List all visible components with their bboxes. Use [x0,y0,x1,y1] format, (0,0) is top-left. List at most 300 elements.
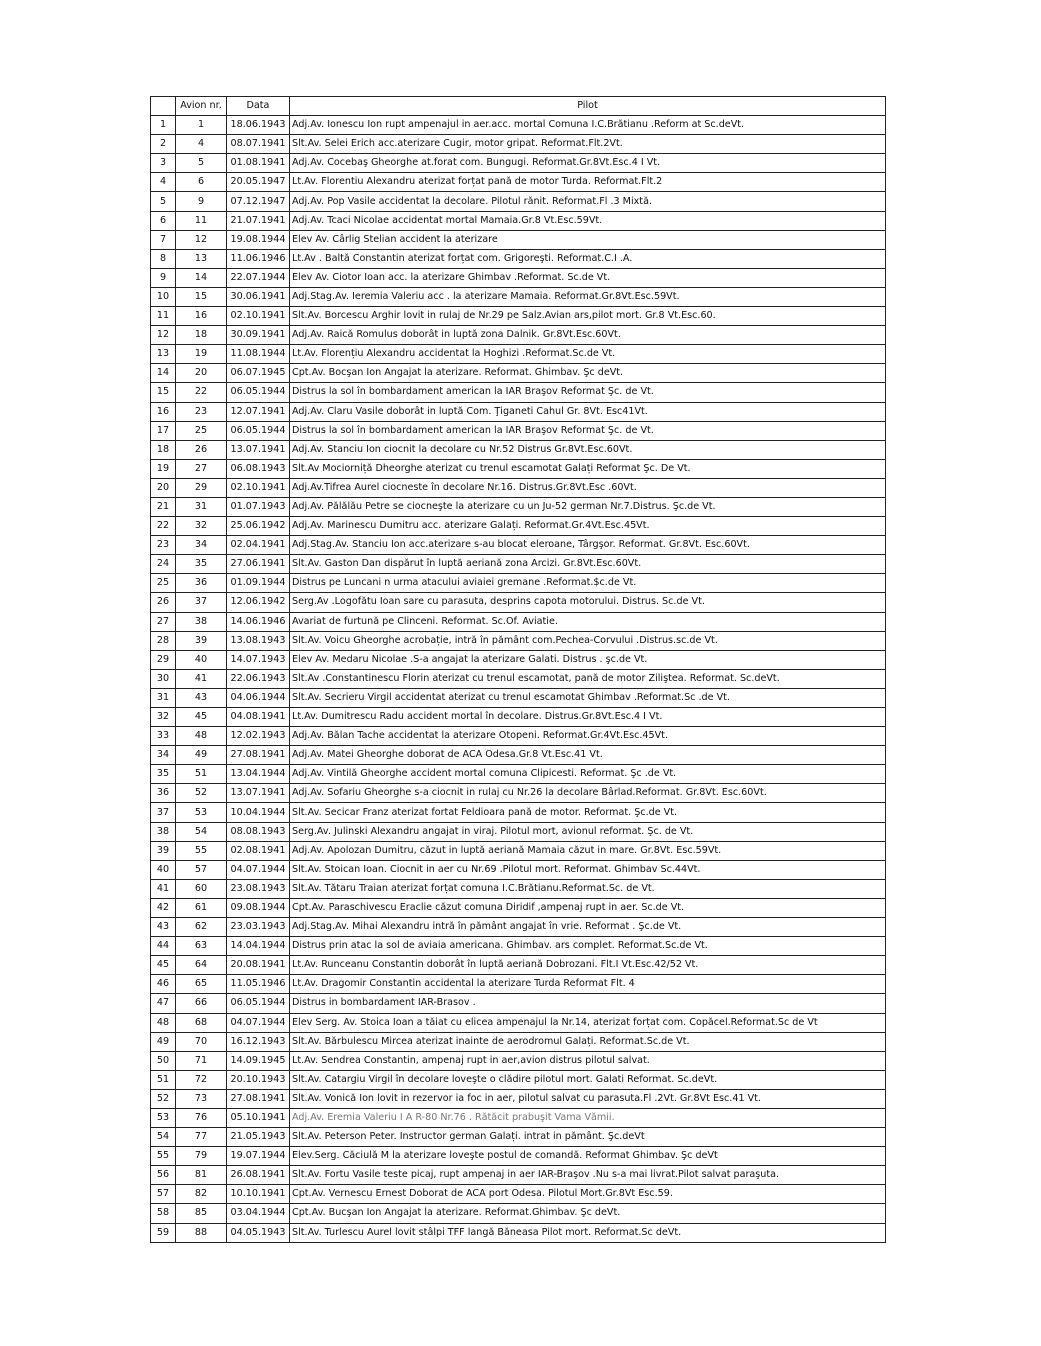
row-date: 10.10.1941 [227,1185,290,1204]
row-pilot: Adj.Av. Tcaci Nicolae accidentat mortal Mamaia.Gr.8 Vt.Esc.59Vt. [290,211,886,230]
table-row [151,1051,886,1070]
table-row [151,574,886,593]
row-pilot: Slt.Av. Tătaru Traian aterizat forțat comuna I.C.Brătianu.Reformat.Sc. de Vt. [290,879,886,898]
row-date: 22.06.1943 [227,669,290,688]
row-pilot: Slt.Av. Fortu Vasile teste picaj, rupt ampenaj in aer IAR-Braşov .Nu s-a mai livrat.Pilot salvat paraşuta. [290,1166,886,1185]
row-pilot: Slt.Av. Bărbulescu Mircea aterizat inainte de aerodromul Galați. Reformat.Sc.de Vt. [290,1032,886,1051]
row-avion: 5 [176,154,227,173]
row-avion: 1 [176,116,227,135]
row-pilot: Slt.Av. Gaston Dan dispărut în luptă aeriană zona Arcizi. Gr.8Vt.Esc.60Vt. [290,555,886,574]
row-date: 13.07.1941 [227,440,290,459]
table-row [151,135,886,154]
row-index: 46 [151,975,176,994]
table-row [151,803,886,822]
row-avion: 15 [176,287,227,306]
row-date: 06.07.1945 [227,364,290,383]
row-index: 51 [151,1070,176,1089]
row-pilot: Slt.Av .Constantinescu Florin aterizat cu trenul escamotat, pană de motor Ziliştea. Reformat. Sc.deVt. [290,669,886,688]
row-pilot: Adj.Av. Matei Gheorghe doborat de ACA Odesa.Gr.8 Vt.Esc.41 Vt. [290,746,886,765]
table-row [151,593,886,612]
table-row [151,1166,886,1185]
row-pilot: Slt.Av. Selei Erich acc.aterizare Cugir, motor gripat. Reformat.Flt.2Vt. [290,135,886,154]
header-avion: Avion nr. [176,97,227,116]
table-row [151,746,886,765]
row-avion: 16 [176,307,227,326]
row-index: 40 [151,860,176,879]
row-index: 36 [151,784,176,803]
row-pilot: Adj.Stag.Av. Mihai Alexandru intră în pământ angajat în vrie. Reformat . Şc.de Vt. [290,918,886,937]
row-avion: 85 [176,1204,227,1223]
row-pilot: Adj.Av. Sofariu Gheorghe s-a ciocnit in rulaj cu Nr.26 la decolare Bârlad.Reformat. Gr.8Vt. Esc.60Vt. [290,784,886,803]
table-row [151,918,886,937]
table-row [151,727,886,746]
row-pilot: Serg.Av. Julinski Alexandru angajat in viraj. Pilotul mort, avionul reformat. Şc. de Vt. [290,822,886,841]
row-avion: 45 [176,708,227,727]
row-index: 34 [151,746,176,765]
row-pilot: Adj.Av. Pop Vasile accidentat la decolare. Pilotul rănit. Reformat.Fl .3 Mixtă. [290,192,886,211]
table-row [151,1204,886,1223]
row-avion: 81 [176,1166,227,1185]
row-pilot: Elev Av. Ciotor Ioan acc. la aterizare Ghimbav .Reformat. Sc.de Vt. [290,268,886,287]
row-date: 01.07.1943 [227,497,290,516]
row-index: 38 [151,822,176,841]
row-index: 10 [151,287,176,306]
row-pilot: Adj.Av. Raică Romulus doborât in luptă zona Dalnik. Gr.8Vt.Esc.60Vt. [290,326,886,345]
table-row [151,536,886,555]
row-index: 43 [151,918,176,937]
header-pilot: Pilot [290,97,886,116]
row-date: 11.05.1946 [227,975,290,994]
row-index: 59 [151,1223,176,1242]
row-avion: 77 [176,1128,227,1147]
row-pilot: Slt.Av. Peterson Peter. Instructor german Galați. intrat in pământ. Şc.deVt [290,1128,886,1147]
row-pilot: Cpt.Av. Bocşan Ion Angajat la aterizare. Reformat. Ghimbav. Şc deVt. [290,364,886,383]
row-index: 48 [151,1013,176,1032]
row-avion: 35 [176,555,227,574]
row-avion: 4 [176,135,227,154]
table-row [151,326,886,345]
row-avion: 72 [176,1070,227,1089]
row-date: 06.08.1943 [227,459,290,478]
row-avion: 73 [176,1089,227,1108]
row-index: 32 [151,708,176,727]
table-row [151,345,886,364]
row-pilot: Adj.Av. Eremia Valeriu I A R-80 Nr.76 . Rătăcit prabuşit Vama Vămii. [290,1108,886,1127]
row-index: 6 [151,211,176,230]
row-date: 12.06.1942 [227,593,290,612]
row-index: 15 [151,383,176,402]
row-avion: 20 [176,364,227,383]
row-index: 47 [151,994,176,1013]
table-row [151,1108,886,1127]
table-body [151,116,886,1243]
row-index: 45 [151,956,176,975]
row-pilot: Distrus in bombardament IAR-Brasov . [290,994,886,1013]
row-date: 02.04.1941 [227,536,290,555]
row-pilot: Lt.Av. Runceanu Constantin doborât în luptă aeriană Dobrozani. Flt.I Vt.Esc.42/52 Vt. [290,956,886,975]
table-row [151,1185,886,1204]
row-avion: 26 [176,440,227,459]
row-avion: 13 [176,249,227,268]
row-index: 44 [151,937,176,956]
row-index: 29 [151,650,176,669]
table-row [151,956,886,975]
row-avion: 62 [176,918,227,937]
row-pilot: Distrus la sol în bombardament american la IAR Braşov Reformat Şc. de Vt. [290,383,886,402]
row-date: 30.06.1941 [227,287,290,306]
row-date: 27.08.1941 [227,1089,290,1108]
row-date: 03.04.1944 [227,1204,290,1223]
row-avion: 27 [176,459,227,478]
row-pilot: Slt.Av. Turlescu Aurel lovit stâlpi TFF langă Băneasa Pilot mort. Reformat.Sc deVt. [290,1223,886,1242]
row-pilot: Lt.Av. Dumitrescu Radu accident mortal în decolare. Distrus.Gr.8Vt.Esc.4 I Vt. [290,708,886,727]
table-row [151,688,886,707]
row-pilot: Elev.Serg. Căciulă M la aterizare loveşte postul de comandă. Reformat Ghimbav. Şc deVt [290,1147,886,1166]
row-pilot: Adj.Stag.Av. Stanciu Ion acc.aterizare s-au blocat eleroane, Târgşor. Reformat. Gr.8Vt. Esc.60Vt. [290,536,886,555]
row-index: 50 [151,1051,176,1070]
row-index: 54 [151,1128,176,1147]
row-pilot: Slt.Av. Secicar Franz aterizat fortat Feldioara pană de motor. Reformat. Şc.de Vt. [290,803,886,822]
row-index: 28 [151,631,176,650]
row-pilot: Elev Serg. Av. Stoica Ioan a tăiat cu elicea ampenajul la Nr.14, aterizat forțat com. Copăcel.Reformat.Sc de Vt [290,1013,886,1032]
table-row [151,517,886,536]
row-pilot: Adj.Av. Ionescu Ion rupt ampenajul in aer.acc. mortal Comuna I.C.Brătianu .Reform at Sc.deVt. [290,116,886,135]
row-avion: 14 [176,268,227,287]
row-date: 27.08.1941 [227,746,290,765]
row-date: 11.08.1944 [227,345,290,364]
row-date: 14.04.1944 [227,937,290,956]
row-date: 05.10.1941 [227,1108,290,1127]
row-index: 30 [151,669,176,688]
row-avion: 53 [176,803,227,822]
row-avion: 79 [176,1147,227,1166]
row-avion: 19 [176,345,227,364]
row-index: 24 [151,555,176,574]
row-index: 11 [151,307,176,326]
row-avion: 23 [176,402,227,421]
row-date: 01.08.1941 [227,154,290,173]
row-date: 23.08.1943 [227,879,290,898]
row-date: 08.07.1941 [227,135,290,154]
row-avion: 68 [176,1013,227,1032]
row-pilot: Adj.Av. Pălălău Petre se ciocneşte la aterizare cu un Ju-52 german Nr.7.Distrus. Şc.de Vt. [290,497,886,516]
row-pilot: Adj.Stag.Av. Ieremia Valeriu acc . la aterizare Mamaia. Reformat.Gr.8Vt.Esc.59Vt. [290,287,886,306]
table-row [151,860,886,879]
row-date: 18.06.1943 [227,116,290,135]
row-avion: 37 [176,593,227,612]
row-pilot: Slt.Av. Vonică Ion lovit in rezervor ia foc in aer, pilotul salvat cu parasuta.Fl .2Vt. Gr.8Vt Esc.41 Vt. [290,1089,886,1108]
row-index: 41 [151,879,176,898]
table-row [151,1070,886,1089]
row-date: 12.02.1943 [227,727,290,746]
row-avion: 51 [176,765,227,784]
row-index: 3 [151,154,176,173]
row-avion: 48 [176,727,227,746]
row-date: 04.07.1944 [227,1013,290,1032]
table-row [151,364,886,383]
row-avion: 40 [176,650,227,669]
row-index: 18 [151,440,176,459]
row-index: 5 [151,192,176,211]
row-avion: 29 [176,478,227,497]
row-date: 12.07.1941 [227,402,290,421]
row-pilot: Serg.Av .Logofătu Ioan sare cu parasuta, desprins capota motorului. Distrus. Sc.de Vt. [290,593,886,612]
row-index: 4 [151,173,176,192]
row-pilot: Slt.Av. Secrieru Virgil accidentat aterizat cu trenul escamotat Ghimbav .Reformat.Sc .de Vt. [290,688,886,707]
row-date: 06.05.1944 [227,383,290,402]
row-avion: 18 [176,326,227,345]
table-row [151,287,886,306]
row-index: 21 [151,497,176,516]
row-pilot: Cpt.Av. Paraschivescu Eraclie căzut comuna Diridif ,ampenaj rupt in aer. Sc.de Vt. [290,898,886,917]
row-index: 20 [151,478,176,497]
row-index: 57 [151,1185,176,1204]
row-avion: 52 [176,784,227,803]
row-index: 7 [151,230,176,249]
row-avion: 65 [176,975,227,994]
table-row [151,478,886,497]
row-pilot: Adj.Av. Bălan Tache accidentat la aterizare Otopeni. Reformat.Gr.4Vt.Esc.45Vt. [290,727,886,746]
row-date: 01.09.1944 [227,574,290,593]
table-row [151,975,886,994]
row-date: 19.07.1944 [227,1147,290,1166]
row-avion: 64 [176,956,227,975]
row-pilot: Distrus la sol în bombardament american la IAR Braşov Reformat Şc. de Vt. [290,421,886,440]
row-pilot: Adj.Av.Tifrea Aurel ciocneste în decolare Nr.16. Distrus.Gr.8Vt.Esc .60Vt. [290,478,886,497]
row-date: 07.12.1947 [227,192,290,211]
table-row [151,937,886,956]
table-row [151,879,886,898]
row-pilot: Adj.Av. Apolozan Dumitru, căzut in luptă aeriană Mamaia căzut in mare. Gr.8Vt. Esc.59Vt. [290,841,886,860]
row-date: 19.08.1944 [227,230,290,249]
aircraft-accident-table [150,96,886,1243]
header-index [151,97,176,116]
row-index: 39 [151,841,176,860]
row-index: 42 [151,898,176,917]
row-index: 37 [151,803,176,822]
row-date: 11.06.1946 [227,249,290,268]
table-row [151,555,886,574]
row-index: 56 [151,1166,176,1185]
row-date: 06.05.1944 [227,421,290,440]
row-index: 16 [151,402,176,421]
table-row [151,192,886,211]
row-avion: 38 [176,612,227,631]
table-row [151,307,886,326]
table-row [151,822,886,841]
row-date: 02.10.1941 [227,307,290,326]
row-index: 22 [151,517,176,536]
row-avion: 49 [176,746,227,765]
table-row [151,1223,886,1242]
row-avion: 71 [176,1051,227,1070]
table-row [151,268,886,287]
row-avion: 82 [176,1185,227,1204]
row-avion: 6 [176,173,227,192]
row-avion: 34 [176,536,227,555]
row-avion: 76 [176,1108,227,1127]
row-avion: 32 [176,517,227,536]
row-date: 04.08.1941 [227,708,290,727]
row-avion: 11 [176,211,227,230]
row-date: 02.10.1941 [227,478,290,497]
table-row [151,459,886,478]
row-pilot: Lt.Av. Florentiu Alexandru aterizat forțat pană de motor Turda. Reformat.Flt.2 [290,173,886,192]
row-pilot: Slt.Av. Stoican Ioan. Ciocnit in aer cu Nr.69 .Pilotul mort. Reformat. Ghimbav Sc.44Vt. [290,860,886,879]
row-avion: 31 [176,497,227,516]
row-pilot: Slt.Av. Catargiu Virgil în decolare loveşte o clădire pilotul mort. Galati Reformat. Sc.deVt. [290,1070,886,1089]
row-avion: 61 [176,898,227,917]
row-pilot: Adj.Av. Vintilă Gheorghe accident mortal comuna Clipicesti. Reformat. Şc .de Vt. [290,765,886,784]
row-avion: 66 [176,994,227,1013]
row-pilot: Adj.Av. Claru Vasile doborât in luptă Com. Ţiganeti Cahul Gr. 8Vt. Esc41Vt. [290,402,886,421]
row-index: 35 [151,765,176,784]
row-date: 08.08.1943 [227,822,290,841]
row-avion: 43 [176,688,227,707]
row-avion: 57 [176,860,227,879]
row-avion: 25 [176,421,227,440]
row-index: 8 [151,249,176,268]
table-row [151,708,886,727]
row-pilot: Adj.Av. Marinescu Dumitru acc. aterizare Galați. Reformat.Gr.4Vt.Esc.45Vt. [290,517,886,536]
row-index: 33 [151,727,176,746]
table-row [151,841,886,860]
row-date: 16.12.1943 [227,1032,290,1051]
table-row [151,1032,886,1051]
row-pilot: Elev Av. Medaru Nicolae .S-a angajat la aterizare Galati. Distrus . şc.de Vt. [290,650,886,669]
row-avion: 63 [176,937,227,956]
row-index: 2 [151,135,176,154]
row-date: 20.10.1943 [227,1070,290,1089]
table-row [151,765,886,784]
table-row [151,211,886,230]
table-row [151,440,886,459]
row-pilot: Cpt.Av. Bucşan Ion Angajat la aterizare. Reformat.Ghimbav. Şc deVt. [290,1204,886,1223]
row-pilot: Slt.Av. Voicu Gheorghe acrobație, intră în pământ com.Pechea-Corvului .Distrus.sc.de Vt. [290,631,886,650]
row-pilot: Slt.Av. Borcescu Arghir lovit in rulaj de Nr.29 pe Salz.Avian ars,pilot mort. Gr.8 Vt.Esc.60. [290,307,886,326]
table-row [151,650,886,669]
row-avion: 12 [176,230,227,249]
row-avion: 22 [176,383,227,402]
row-date: 23.03.1943 [227,918,290,937]
row-avion: 39 [176,631,227,650]
row-index: 23 [151,536,176,555]
table-row [151,383,886,402]
table-row [151,994,886,1013]
row-index: 25 [151,574,176,593]
row-pilot: Lt.Av. Dragomir Constantin accidental la aterizare Turda Reformat Flt. 4 [290,975,886,994]
table-row [151,249,886,268]
row-avion: 70 [176,1032,227,1051]
table-row [151,421,886,440]
row-index: 26 [151,593,176,612]
row-date: 13.04.1944 [227,765,290,784]
table-row [151,898,886,917]
row-date: 14.09.1945 [227,1051,290,1070]
row-avion: 41 [176,669,227,688]
row-index: 1 [151,116,176,135]
table-row [151,230,886,249]
row-pilot: Adj.Av. Stanciu Ion ciocnit la decolare cu Nr.52 Distrus Gr.8Vt.Esc.60Vt. [290,440,886,459]
row-pilot: Lt.Av. Florențiu Alexandru accidentat la Hoghizi .Reformat.Sc.de Vt. [290,345,886,364]
table-row [151,631,886,650]
table-row [151,612,886,631]
table-row [151,1013,886,1032]
table-row [151,173,886,192]
row-date: 04.05.1943 [227,1223,290,1242]
row-pilot: Elev Av. Cârlig Stelian accident la aterizare [290,230,886,249]
table-row [151,1128,886,1147]
row-index: 49 [151,1032,176,1051]
row-pilot: Lt.Av . Baltă Constantin aterizat forțat com. Grigoreşti. Reformat.C.I .A. [290,249,886,268]
row-date: 27.06.1941 [227,555,290,574]
table-row [151,497,886,516]
row-pilot: Distrus pe Luncani n urma atacului aviaiei gremane .Reformat.$c.de Vt. [290,574,886,593]
row-index: 31 [151,688,176,707]
table-row [151,669,886,688]
row-avion: 55 [176,841,227,860]
row-date: 10.04.1944 [227,803,290,822]
row-date: 14.06.1946 [227,612,290,631]
row-date: 06.05.1944 [227,994,290,1013]
table-row [151,1147,886,1166]
row-pilot: Avariat de furtună pe Clinceni. Reformat. Sc.Of. Aviatie. [290,612,886,631]
header-data: Data [227,97,290,116]
row-date: 13.08.1943 [227,631,290,650]
row-index: 14 [151,364,176,383]
row-date: 30.09.1941 [227,326,290,345]
table-row [151,402,886,421]
row-date: 21.07.1941 [227,211,290,230]
row-date: 14.07.1943 [227,650,290,669]
row-index: 52 [151,1089,176,1108]
row-index: 9 [151,268,176,287]
row-date: 13.07.1941 [227,784,290,803]
row-index: 53 [151,1108,176,1127]
row-date: 09.08.1944 [227,898,290,917]
row-index: 19 [151,459,176,478]
row-pilot: Cpt.Av. Vernescu Ernest Doborat de ACA port Odesa. Pilotul Mort.Gr.8Vt Esc.59. [290,1185,886,1204]
row-index: 12 [151,326,176,345]
table-row [151,154,886,173]
row-index: 13 [151,345,176,364]
row-avion: 60 [176,879,227,898]
row-date: 20.08.1941 [227,956,290,975]
table-row [151,116,886,135]
row-pilot: Distrus prin atac la sol de aviaia americana. Ghimbav. ars complet. Reformat.Sc.de Vt. [290,937,886,956]
row-index: 55 [151,1147,176,1166]
row-pilot: Lt.Av. Sendrea Constantin, ampenaj rupt in aer,avion distrus pilotul salvat. [290,1051,886,1070]
row-date: 26.08.1941 [227,1166,290,1185]
row-avion: 9 [176,192,227,211]
row-date: 21.05.1943 [227,1128,290,1147]
header-row [151,97,886,116]
row-pilot: Slt.Av Mociorniță Dheorghe aterizat cu trenul escamotat Galați Reformat Şc. De Vt. [290,459,886,478]
row-date: 04.06.1944 [227,688,290,707]
row-pilot: Adj.Av. Cocebaş Gheorghe at.forat com. Bungugi. Reformat.Gr.8Vt.Esc.4 I Vt. [290,154,886,173]
row-date: 22.07.1944 [227,268,290,287]
table-row [151,784,886,803]
row-avion: 88 [176,1223,227,1242]
row-date: 02.08.1941 [227,841,290,860]
row-index: 17 [151,421,176,440]
row-index: 27 [151,612,176,631]
row-avion: 54 [176,822,227,841]
row-avion: 36 [176,574,227,593]
row-date: 20.05.1947 [227,173,290,192]
table-row [151,1089,886,1108]
row-date: 04.07.1944 [227,860,290,879]
